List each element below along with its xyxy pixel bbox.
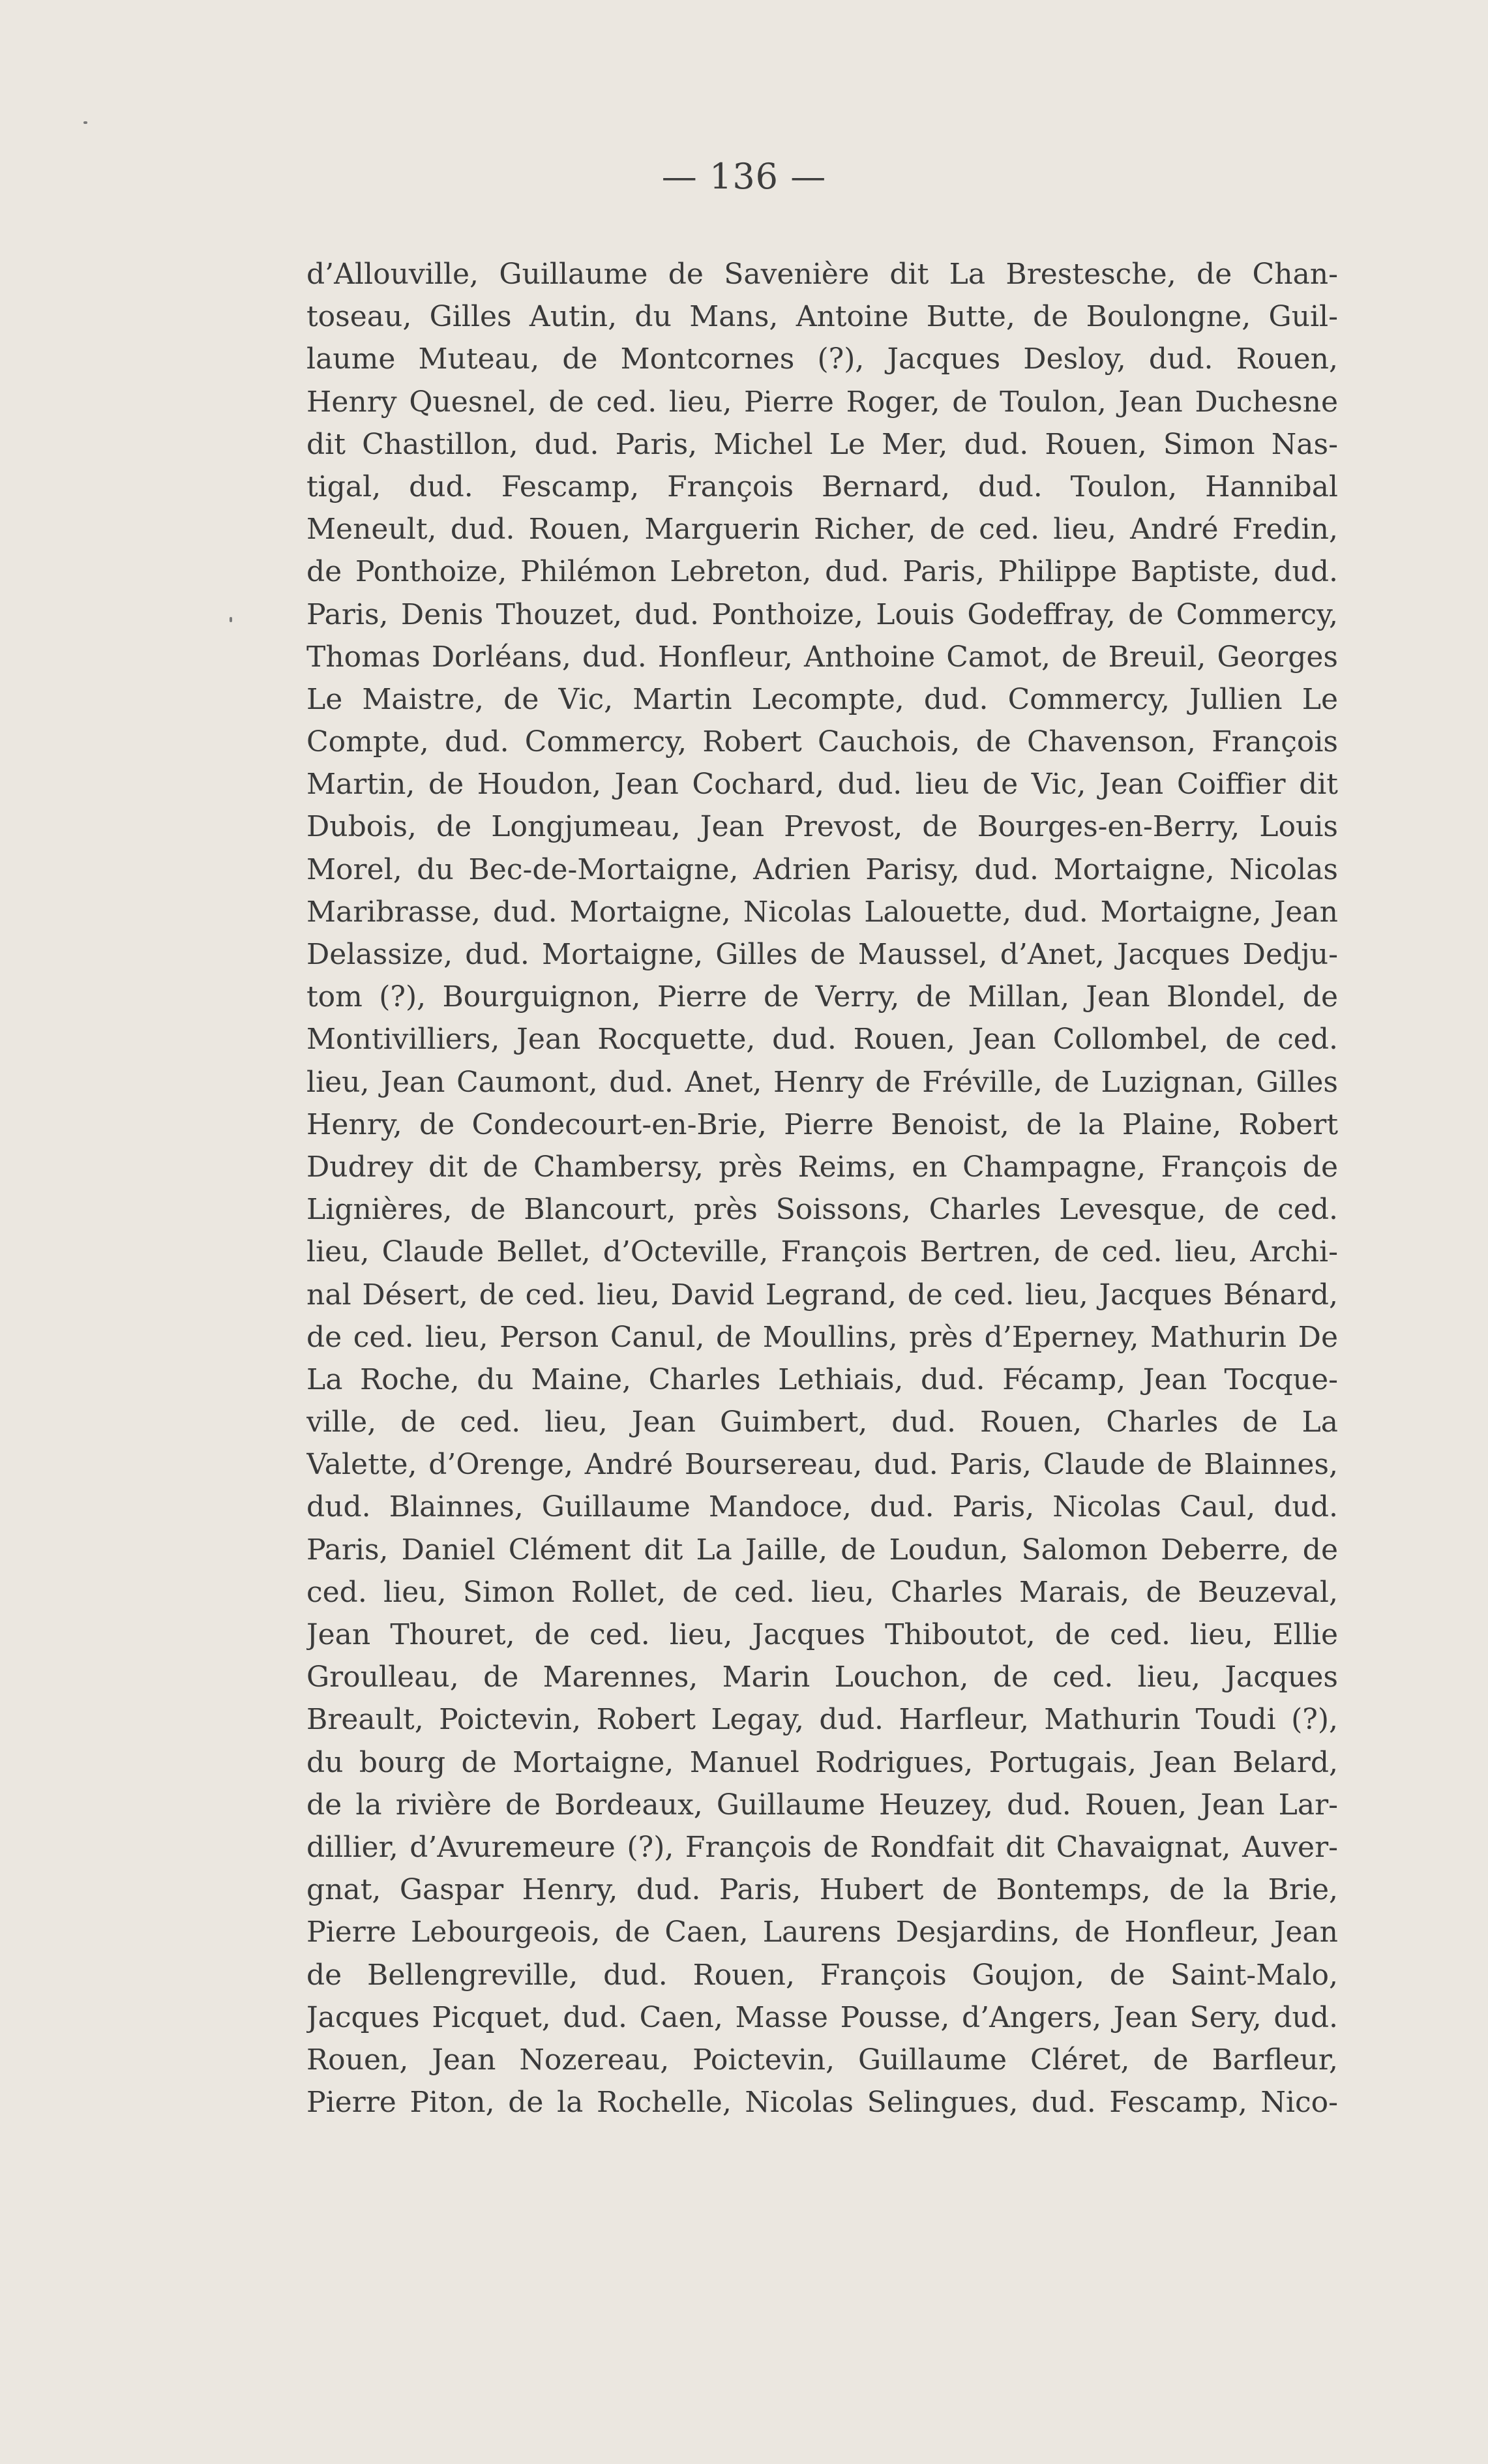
text-line: de Bellengreville, dud. Rouen, François Goujon, de Saint-Malo,: [306, 1958, 1338, 1992]
text-line: Rouen, Jean Nozereau, Poictevin, Guillaume Cléret, de Barfleur,: [306, 2043, 1338, 2077]
text-line: Jean Thouret, de ced. lieu, Jacques Thiboutot, de ced. lieu, Ellie: [306, 1618, 1338, 1651]
text-line: Henry Quesnel, de ced. lieu, Pierre Roger, de Toulon, Jean Duchesne: [306, 385, 1338, 419]
text-line: Maribrasse, dud. Mortaigne, Nicolas Lalouette, dud. Mortaigne, Jean: [306, 895, 1338, 929]
text-line: Dubois, de Longjumeau, Jean Prevost, de Bourges-en-Berry, Louis: [306, 810, 1338, 844]
text-line: dit Chastillon, dud. Paris, Michel Le Mer, dud. Rouen, Simon Nas-: [306, 427, 1338, 461]
print-speck: [83, 121, 87, 124]
text-line: Paris, Denis Thouzet, dud. Ponthoize, Louis Godeffray, de Commercy,: [306, 597, 1338, 631]
text-line: lieu, Claude Bellet, d’Octeville, François Bertren, de ced. lieu, Archi-: [306, 1235, 1338, 1269]
text-line: Henry, de Condecourt-en-Brie, Pierre Benoist, de la Plaine, Robert: [306, 1107, 1338, 1141]
text-line: Le Maistre, de Vic, Martin Lecompte, dud. Commercy, Jullien Le: [306, 682, 1338, 716]
text-line: Meneult, dud. Rouen, Marguerin Richer, de ced. lieu, André Fredin,: [306, 513, 1338, 547]
text-line: La Roche, du Maine, Charles Lethiais, dud. Fécamp, Jean Tocque-: [306, 1362, 1338, 1396]
text-line: tom (?), Bourguignon, Pierre de Verry, de Millan, Jean Blondel, de: [306, 980, 1338, 1014]
text-line: ced. lieu, Simon Rollet, de ced. lieu, Charles Marais, de Beuzeval,: [306, 1575, 1338, 1609]
text-line: ville, de ced. lieu, Jean Guimbert, dud. Rouen, Charles de La: [306, 1405, 1338, 1439]
text-line: Dudrey dit de Chambersy, près Reims, en Champagne, François de: [306, 1150, 1338, 1184]
text-line: Valette, d’Orenge, André Boursereau, dud. Paris, Claude de Blainnes,: [306, 1448, 1338, 1482]
text-line: Jacques Picquet, dud. Caen, Masse Pousse, d’Angers, Jean Sery, dud.: [306, 2000, 1338, 2034]
text-line: Lignières, de Blancourt, près Soissons, Charles Levesque, de ced.: [306, 1193, 1338, 1227]
text-line: toseau, Gilles Autin, du Mans, Antoine Butte, de Boulongne, Guil-: [306, 300, 1338, 334]
text-line: de Ponthoize, Philémon Lebreton, dud. Paris, Philippe Baptiste, dud.: [306, 555, 1338, 589]
text-line: lieu, Jean Caumont, dud. Anet, Henry de Fréville, de Luzignan, Gilles: [306, 1065, 1338, 1099]
text-line: de ced. lieu, Person Canul, de Moullins, près d’Eperney, Mathurin De: [306, 1320, 1338, 1354]
text-line: du bourg de Mortaigne, Manuel Rodrigues, Portugais, Jean Belard,: [306, 1745, 1338, 1779]
text-line: Groulleau, de Marennes, Marin Louchon, de ced. lieu, Jacques: [306, 1660, 1338, 1694]
text-line: dillier, d’Avuremeure (?), François de Rondfait dit Chavaignat, Auver-: [306, 1830, 1338, 1864]
text-line: Pierre Lebourgeois, de Caen, Laurens Desjardins, de Honfleur, Jean: [306, 1916, 1338, 1949]
text-line: laume Muteau, de Montcornes (?), Jacques Desloy, dud. Rouen,: [306, 342, 1338, 376]
text-line: nal Désert, de ced. lieu, David Legrand, de ced. lieu, Jacques Bénard,: [306, 1278, 1338, 1312]
text-line: gnat, Gaspar Henry, dud. Paris, Hubert de Bontemps, de la Brie,: [306, 1873, 1338, 1907]
text-line: Morel, du Bec-de-Mortaigne, Adrien Parisy, dud. Mortaigne, Nicolas: [306, 852, 1338, 886]
text-line: d’Allouville, Guillaume de Savenière dit La Brestesche, de Chan-: [306, 258, 1338, 291]
text-line: Martin, de Houdon, Jean Cochard, dud. lieu de Vic, Jean Coiffier dit: [306, 768, 1338, 802]
text-line: dud. Blainnes, Guillaume Mandoce, dud. Paris, Nicolas Caul, dud.: [306, 1490, 1338, 1524]
text-line: Pierre Piton, de la Rochelle, Nicolas Selingues, dud. Fescamp, Nico-: [306, 2086, 1338, 2120]
text-line: Montivilliers, Jean Rocquette, dud. Rouen, Jean Collombel, de ced.: [306, 1023, 1338, 1057]
page-number: — 136 —: [661, 156, 827, 197]
text-line: tigal, dud. Fescamp, François Bernard, dud. Toulon, Hannibal: [306, 470, 1338, 503]
text-line: Breault, Poictevin, Robert Legay, dud. Harfleur, Mathurin Toudi (?),: [306, 1703, 1338, 1737]
text-line: Compte, dud. Commercy, Robert Cauchois, de Chavenson, François: [306, 725, 1338, 759]
text-line: Paris, Daniel Clément dit La Jaille, de Loudun, Salomon Deberre, de: [306, 1533, 1338, 1567]
body-text: [306, 253, 1338, 2124]
text-line: de la rivière de Bordeaux, Guillaume Heuzey, dud. Rouen, Jean Lar-: [306, 1788, 1338, 1822]
text-line: Delassize, dud. Mortaigne, Gilles de Maussel, d’Anet, Jacques Dedju-: [306, 938, 1338, 971]
text-line: Thomas Dorléans, dud. Honfleur, Anthoine Camot, de Breuil, Georges: [306, 640, 1338, 674]
print-speck: [230, 617, 232, 622]
